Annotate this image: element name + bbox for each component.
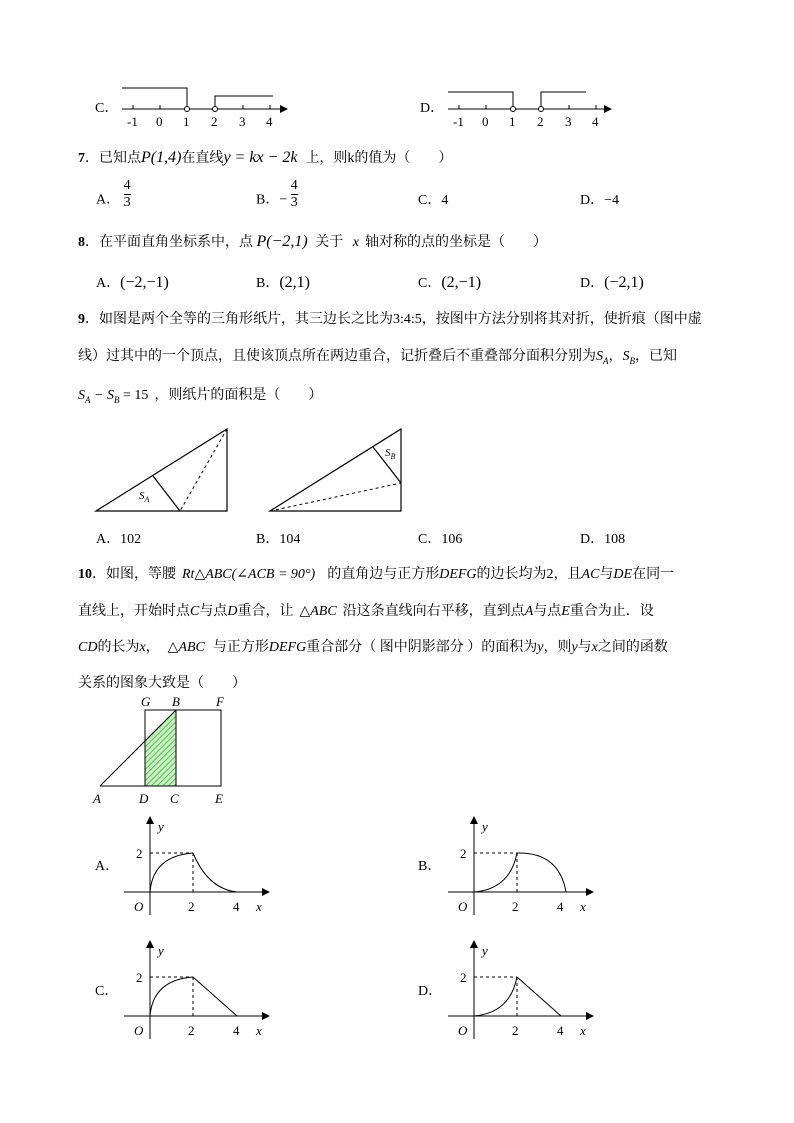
q7-point: P(1,4)	[141, 149, 182, 166]
svg-text:4: 4	[557, 899, 564, 914]
q7-option-b[interactable]: B．− $\frac{4}{3}$	[256, 178, 298, 210]
q9-option-c[interactable]: C．106	[418, 532, 463, 547]
svg-text:2: 2	[460, 846, 467, 861]
q10-number: 10	[78, 567, 92, 582]
q8-axis: x	[352, 235, 359, 250]
svg-text:4: 4	[557, 1023, 564, 1038]
point-b: B	[172, 694, 180, 709]
graph-b[interactable]	[444, 812, 604, 922]
nl-c-tick: 3	[239, 114, 246, 129]
q7-option-d[interactable]: D．−4	[580, 193, 620, 208]
svg-text:y: y	[158, 819, 164, 834]
nl-d-tick: 4	[592, 114, 599, 129]
q7-option-a[interactable]: A． $\frac{4}{3}$	[96, 178, 131, 210]
svg-text:O: O	[458, 899, 468, 914]
q8-text: 轴对称的点的坐标是（ ）	[364, 235, 547, 250]
svg-text:O: O	[134, 899, 144, 914]
svg-text:2: 2	[512, 899, 519, 914]
nl-c-tick: 2	[211, 114, 218, 129]
svg-text:4: 4	[233, 1023, 240, 1038]
nl-d-tick: 2	[537, 114, 544, 129]
svg-text:x: x	[256, 1023, 262, 1038]
q7-line-eq: y = kx − 2k	[223, 149, 298, 166]
question-8-stem	[78, 232, 547, 253]
svg-text:O: O	[134, 1023, 144, 1038]
q7-number: 7	[78, 151, 85, 166]
svg-text:2: 2	[136, 970, 143, 985]
svg-text:SB: $S_B$	[385, 447, 396, 461]
point-d: D	[139, 791, 149, 806]
nl-c-tick: 4	[266, 114, 273, 129]
svg-text:SA: $S_A$	[139, 490, 150, 504]
point-c: C	[170, 791, 179, 806]
point-f: F	[216, 694, 224, 709]
graph-d[interactable]	[444, 936, 604, 1046]
q9-line-1: 9．如图是两个全等的三角形纸片，其三边长之比为3:4:5，按图中方法分别将其对折，使折痕（图中虚	[78, 312, 702, 327]
q7-option-c[interactable]: C．4	[418, 193, 449, 208]
graph-c[interactable]	[120, 936, 280, 1046]
nl-d-tick: -1	[453, 114, 464, 129]
q10-line-3: CD的长为x， △ABC 与正方形DEFG重合部分（ 图中阴影部分 ）的面积为y，则y与x之间的函数	[78, 640, 668, 655]
point-g: G	[141, 694, 151, 709]
q8-option-d[interactable]: D．(−2,1)	[580, 274, 644, 291]
nl-d-tick: 0	[482, 114, 489, 129]
point-e: E	[215, 791, 223, 806]
option-c-letter: C．	[95, 101, 119, 116]
number-line-d	[444, 84, 624, 132]
graph-a[interactable]	[120, 812, 280, 922]
q10-line-1: 10．如图，等腰 Rt△ABC(∠ACB = 90°) 的直角边与正方形DEFG的边长均为2，且AC与DE在同一	[78, 567, 675, 582]
svg-text:O: O	[458, 1023, 468, 1038]
svg-text:4: 4	[233, 899, 240, 914]
q7-text: ．已知点	[85, 151, 141, 166]
nl-c-tick: 1	[183, 114, 190, 129]
svg-text:2: 2	[512, 1023, 519, 1038]
svg-text:y: y	[482, 943, 488, 958]
q10-line-2: 直线上，开始时点C与点D重合，让 △ABC 沿这条直线向右平移，直到点A与点E重合为止．设	[78, 604, 654, 619]
q7-text: 上，则k的值为（ ）	[305, 151, 453, 166]
svg-text:x: x	[580, 1023, 586, 1038]
svg-text:2: 2	[188, 899, 195, 914]
graph-a-letter[interactable]: A．	[95, 859, 120, 874]
q9-line-2: 线）过其中的一个顶点，且使该顶点所在两边重合，记折叠后不重叠部分面积分别为$S_A$，$S_B$，已知	[78, 349, 677, 366]
q9-option-a[interactable]: A．102	[96, 532, 142, 547]
nl-c-tick: 0	[156, 114, 163, 129]
svg-text:y: y	[482, 819, 488, 834]
option-d-letter: D．	[420, 101, 445, 116]
number-line-c	[118, 84, 298, 132]
graph-d-letter[interactable]: D．	[418, 984, 443, 999]
q9-number: 9	[78, 312, 85, 327]
svg-text:2: 2	[460, 970, 467, 985]
svg-text:2: 2	[188, 1023, 195, 1038]
q8-text: 关于	[315, 235, 344, 250]
q7-text: 在直线	[181, 151, 224, 166]
q9-option-b[interactable]: B．104	[256, 532, 301, 547]
q8-point: P(−2,1)	[256, 233, 308, 250]
q8-text: ．在平面直角坐标系中，点	[85, 235, 253, 250]
point-a: A	[93, 791, 101, 806]
q9-figure-a	[92, 424, 242, 516]
graph-b-letter[interactable]: B．	[418, 859, 442, 874]
nl-d-tick: 3	[565, 114, 572, 129]
q10-figure	[90, 694, 240, 814]
q8-option-c[interactable]: C．(2,−1)	[418, 274, 482, 291]
q8-number: 8	[78, 235, 85, 250]
svg-text:2: 2	[136, 846, 143, 861]
q9-option-d[interactable]: D．108	[580, 532, 626, 547]
q9-figure-b	[266, 424, 416, 516]
q10-line-4: 关系的图象大致是（ ）	[78, 676, 246, 691]
question-7-stem	[78, 148, 452, 169]
nl-d-tick: 1	[509, 114, 516, 129]
q9-line-3: $S_A - S_B = 15$ ，则纸片的面积是（ ）	[78, 388, 323, 405]
q8-option-b[interactable]: B．(2,1)	[256, 274, 310, 291]
graph-c-letter[interactable]: C．	[95, 984, 119, 999]
nl-c-tick: -1	[127, 114, 138, 129]
svg-text:x: x	[580, 899, 586, 914]
svg-text:y: y	[158, 943, 164, 958]
svg-text:x: x	[256, 899, 262, 914]
q8-option-a[interactable]: A．(−2,−1)	[96, 274, 169, 291]
